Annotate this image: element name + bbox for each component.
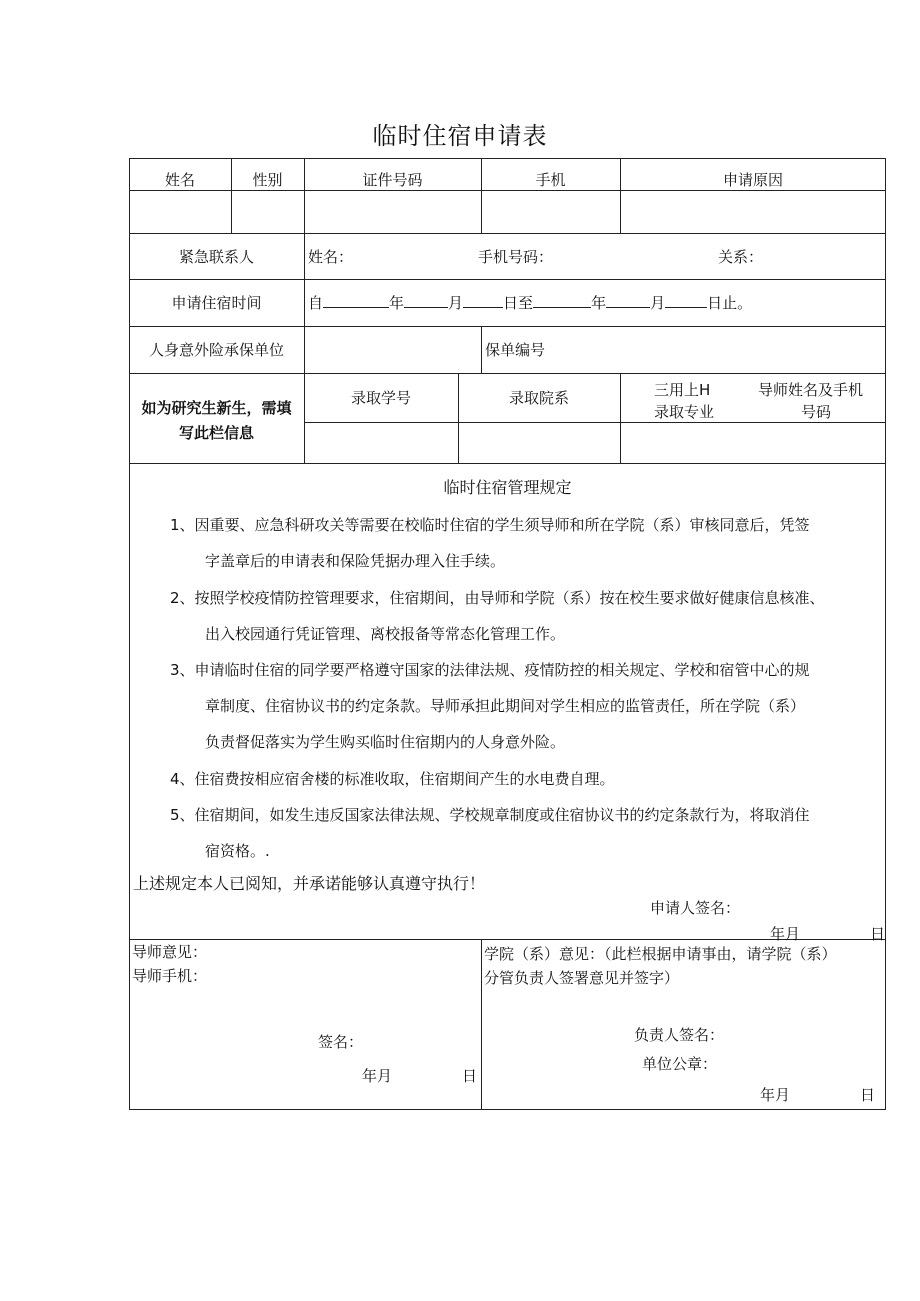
header-id-number: 证件号码 xyxy=(362,171,423,189)
day-to-text: 日至 xyxy=(503,294,534,312)
year-text: 年 xyxy=(591,294,607,312)
rule-number: 4、 xyxy=(170,770,195,788)
college-opinion-label-2: 分管负责人签署意见并签字） xyxy=(484,969,680,987)
admission-id-label: 录取学号 xyxy=(350,389,411,407)
stay-period-label: 申请住宿时间 xyxy=(171,294,262,312)
college-opinion-label: 学院（系）意见：（此栏根据申请事由，请学院（系） xyxy=(484,945,837,963)
college-date-d: 日 xyxy=(860,1086,876,1104)
rule-number: 5、 xyxy=(170,806,195,824)
end-day-blank[interactable] xyxy=(665,293,707,308)
insurance-input-cell[interactable] xyxy=(305,327,481,373)
rule-1-cont: 字盖章后的申请表和保险凭据办理入住手续。 xyxy=(205,552,506,570)
emergency-relation-label: 关系： xyxy=(718,248,764,266)
header-name: 姓名 xyxy=(164,171,195,189)
gender-input-cell[interactable] xyxy=(232,191,304,233)
rule-text: 按照学校疫情防控管理要求，住宿期间，由导师和学院（系）按在校生要求做好健康信息核准、 xyxy=(194,589,825,607)
end-year-blank[interactable] xyxy=(533,293,591,308)
applicant-date-ym: 年月 xyxy=(770,925,801,943)
rule-number: 2、 xyxy=(170,589,195,607)
id-number-input-cell[interactable] xyxy=(305,191,481,233)
emergency-contact-label: 紧急联系人 xyxy=(178,248,254,266)
page-title: 临时住宿申请表 xyxy=(372,122,548,150)
col-divider xyxy=(481,326,482,373)
emergency-name-label: 姓名： xyxy=(308,248,354,266)
rule-text: 住宿费按相应宿舍楼的标准收取，住宿期间产生的水电费自理。 xyxy=(194,770,615,788)
rule-1 xyxy=(170,515,810,535)
rule-3 xyxy=(170,660,810,680)
from-text: 自 xyxy=(308,294,324,312)
col-divider xyxy=(481,939,482,1110)
row-divider xyxy=(129,279,886,280)
rule-number: 3、 xyxy=(170,661,195,679)
major-label-line2: 录取专业 xyxy=(654,403,715,421)
header-reason: 申请原因 xyxy=(722,171,783,189)
row-divider xyxy=(305,422,886,423)
month-text: 月 xyxy=(448,294,464,312)
name-input-cell[interactable] xyxy=(130,191,231,233)
rule-5-cont: 宿资格。. xyxy=(205,842,270,860)
header-gender: 性别 xyxy=(252,171,283,189)
applicant-signature-label: 申请人签名： xyxy=(650,899,741,917)
college-seal-label: 单位公章： xyxy=(642,1055,718,1073)
start-year-blank[interactable] xyxy=(323,293,389,308)
insurance-label: 人身意外险承保单位 xyxy=(148,341,284,359)
end-text: 日止。 xyxy=(707,294,753,312)
advisor-label-line1: 导师姓名及手机 xyxy=(758,381,864,399)
rule-text: 因重要、应急科研攻关等需要在校临时住宿的学生须导师和所在学院（系）审核同意后，凭签 xyxy=(194,516,810,534)
major-label-line1: 三用上H xyxy=(654,381,711,399)
start-day-blank[interactable] xyxy=(463,293,503,308)
admission-dept-label: 录取院系 xyxy=(508,389,569,407)
rule-3-cont2: 负责督促落实为学生购买临时住宿期内的人身意外险。 xyxy=(205,733,566,751)
applicant-date-d: 日 xyxy=(870,925,886,943)
row-divider xyxy=(129,233,886,234)
col-divider xyxy=(620,373,621,463)
year-text: 年 xyxy=(389,294,405,312)
col-divider xyxy=(458,373,459,463)
rule-5 xyxy=(170,805,810,825)
college-signature-label: 负责人签名： xyxy=(634,1026,725,1044)
advisor-signature-label: 签名： xyxy=(318,1033,364,1051)
rule-2-cont: 出入校园通行凭证管理、离校报备等常态化管理工作。 xyxy=(205,625,566,643)
rule-text: 住宿期间，如发生违反国家法律法规、学校规章制度或住宿协议书的约定条款行为，将取消住 xyxy=(194,806,810,824)
new-student-label: 如为研究生新生，需填 xyxy=(141,399,292,417)
policy-number-label: 保单编号 xyxy=(485,341,546,359)
row-divider xyxy=(129,373,886,374)
advisor-date-d: 日 xyxy=(462,1067,478,1085)
advisor-label-line2: 号码 xyxy=(801,403,832,421)
month-text: 月 xyxy=(650,294,666,312)
start-month-blank[interactable] xyxy=(404,293,448,308)
end-month-blank[interactable] xyxy=(606,293,650,308)
rules-title: 临时住宿管理规定 xyxy=(443,478,572,497)
rule-4 xyxy=(170,769,615,789)
pledge-text: 上述规定本人已阅知，并承诺能够认真遵守执行！ xyxy=(133,874,486,893)
phone-input-cell[interactable] xyxy=(482,191,620,233)
rule-text: 申请临时住宿的同学要严格遵守国家的法律法规、疫情防控的相关规定、学校和宿管中心的规 xyxy=(194,661,810,679)
rule-2 xyxy=(170,588,825,608)
rule-3-cont: 章制度、住宿协议书的约定条款。导师承担此期间对学生相应的监管责任，所在学院（系） xyxy=(205,697,806,715)
college-date-ym: 年月 xyxy=(760,1086,791,1104)
advisor-opinion-label: 导师意见： xyxy=(132,943,208,961)
advisor-phone-label: 导师手机： xyxy=(132,967,208,985)
header-phone: 手机 xyxy=(535,171,566,189)
row-divider xyxy=(129,463,886,464)
rule-number: 1、 xyxy=(170,516,195,534)
emergency-phone-label: 手机号码： xyxy=(478,248,554,266)
row-divider xyxy=(129,326,886,327)
new-student-label-2: 写此栏信息 xyxy=(178,424,254,442)
stay-period-text xyxy=(308,293,752,313)
advisor-date-ym: 年月 xyxy=(362,1067,393,1085)
reason-input-cell[interactable] xyxy=(621,191,885,233)
